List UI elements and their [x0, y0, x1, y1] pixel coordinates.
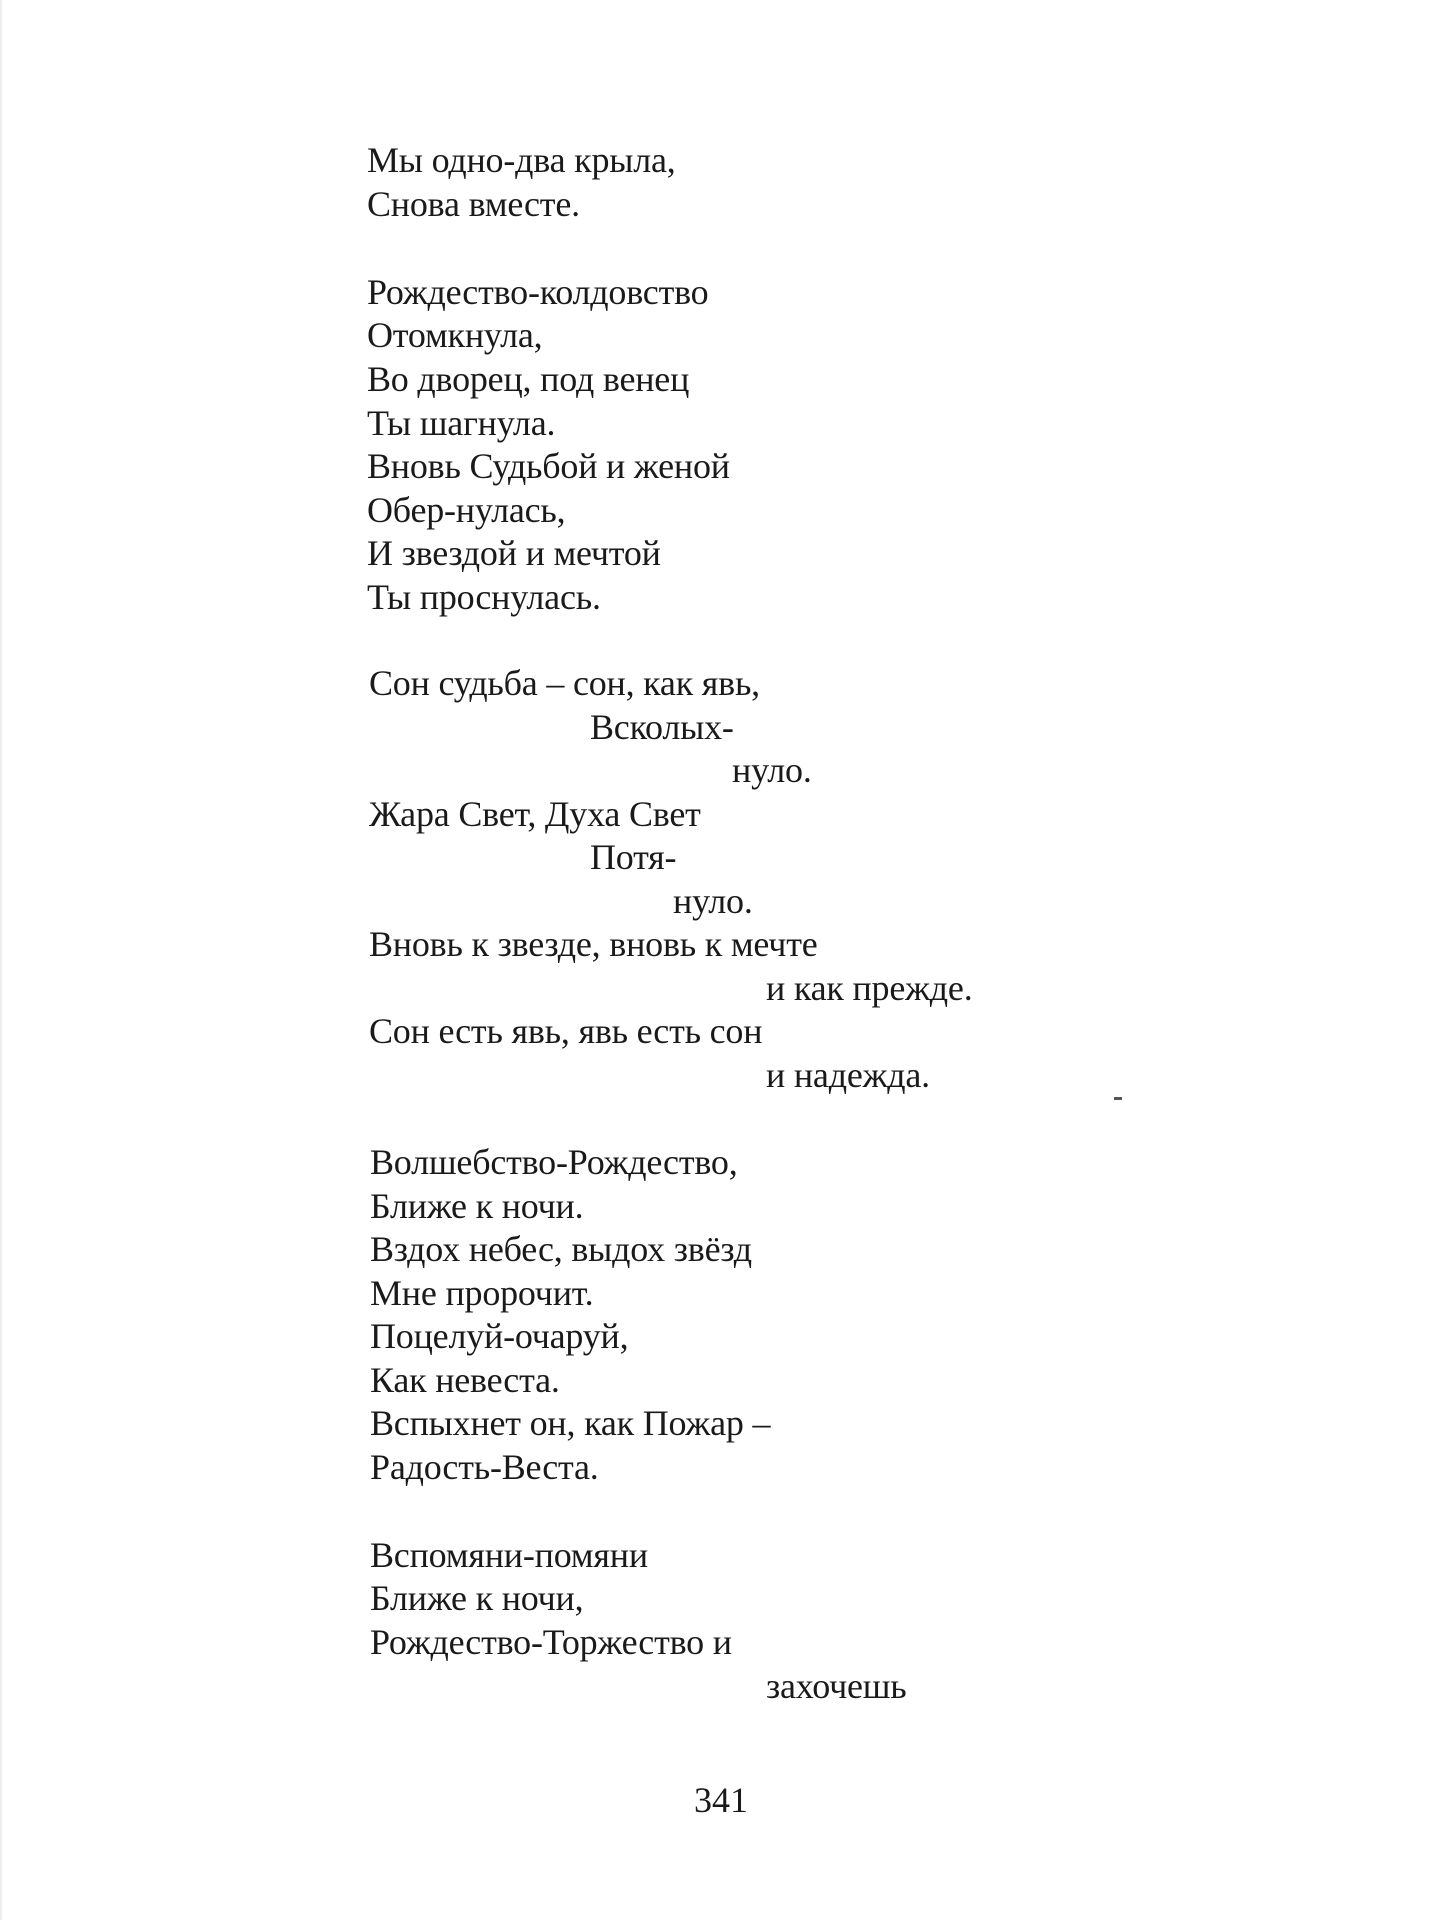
poem-line: Отомкнула, [367, 315, 543, 355]
poem-line: Жара Свет, Духа Свет [369, 794, 701, 834]
poem-line: Радость-Веста. [370, 1447, 599, 1487]
poem-line: Всколых- [590, 707, 734, 747]
poem-line: Поцелуй-очаруй, [370, 1316, 629, 1356]
poem-line: и надежда. [766, 1055, 930, 1095]
poem-line: Снова вместе. [367, 184, 580, 224]
poem-line: Волшебство-Рождество, [370, 1142, 738, 1182]
print-speck [1114, 1097, 1122, 1100]
poem-line: Вновь к звезде, вновь к мечте [369, 924, 818, 964]
page-number: 341 [694, 1780, 748, 1820]
poem-line: Рождество-Торжество и [370, 1622, 732, 1662]
poem-line: Потя- [590, 837, 677, 877]
poem-line: Вздох небес, выдох звёзд [370, 1229, 752, 1269]
poem-line: Рождество-колдовство [367, 272, 709, 312]
poem-line: И звездой и мечтой [367, 533, 661, 573]
poem-line: Ты шагнула. [367, 403, 556, 443]
poem-line: и как прежде. [766, 968, 973, 1008]
poem-line: нуло. [732, 750, 812, 790]
poem-line: Мы одно-два крыла, [367, 140, 676, 180]
poem-line: Вспыхнет он, как Пожар – [370, 1403, 771, 1443]
poem-line: Мне пророчит. [370, 1273, 594, 1313]
poem-line: Ближе к ночи, [370, 1578, 584, 1618]
poem-line: Ближе к ночи. [370, 1186, 584, 1226]
poem-line: Обер-нулась, [367, 490, 566, 530]
poem-line: Как невеста. [370, 1360, 560, 1400]
page-edge-shadow [0, 0, 3, 1920]
poem-line: Сон есть явь, явь есть сон [369, 1011, 763, 1051]
poem-line: Вновь Судьбой и женой [367, 446, 730, 486]
poem-line: захочешь [766, 1666, 907, 1706]
poem-line: Ты проснулась. [367, 577, 601, 617]
poem-line: нуло. [673, 881, 753, 921]
poem-line: Вспомяни-помяни [370, 1535, 648, 1575]
poem-line: Во дворец, под венец [367, 359, 690, 399]
poem-line: Сон судьба – сон, как явь, [369, 663, 760, 703]
